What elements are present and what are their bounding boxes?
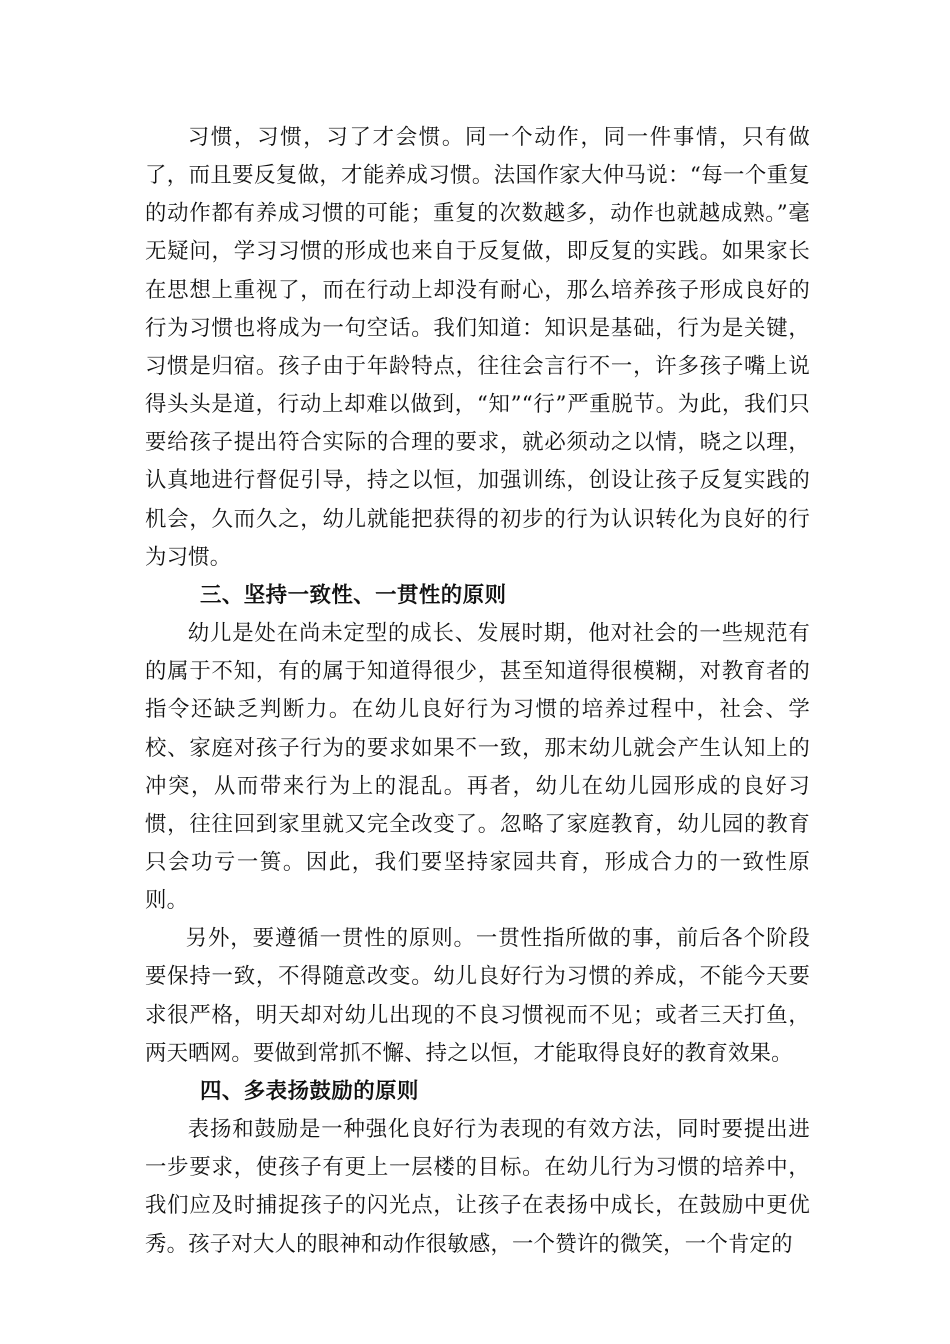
section-heading-praise: 四、多表扬鼓励的原则 <box>200 1078 419 1104</box>
paragraph-consistency: 幼儿是处在尚未定型的成长、发展时期，他对社会的一些规范有的属于不知，有的属于知道得很少，甚至知道得很模糊，对教育者的指令还缺乏判断力。在幼儿良好行为习惯的培养过程中，社会、学校、家庭对孩子行为的要求如果不一致，那末幼儿就会产生认知上的冲突，从而带来行为上的混乱。再者，幼儿在幼儿园形成的良好习惯，往往回到家里就又完全改变了。忽略了家庭教育，幼儿园的教育只会功亏一篑。因此，我们要坚持家园共育，形成合力的一致性原则。 <box>145 621 810 914</box>
section-heading-consistency: 三、坚持一致性、一贯性的原则 <box>200 582 507 608</box>
paragraph-continuity: 另外，要遵循一贯性的原则。一贯性指所做的事，前后各个阶段要保持一致，不得随意改变。幼儿良好行为习惯的养成，不能今天要求很严格，明天却对幼儿出现的不良习惯视而不见；或者三天打鱼，两天晒网。要做到常抓不懈、持之以恒，才能取得良好的教育效果。 <box>145 926 810 1066</box>
paragraph-habit-repetition: 习惯，习惯，习了才会惯。同一个动作，同一件事情，只有做了，而且要反复做，才能养成习惯。法国作家大仲马说：“每一个重复的动作都有养成习惯的可能；重复的次数越多，动作也就越成熟。”毫无疑问，学习习惯的形成也来自于反复做，即反复的实践。如果家长在思想上重视了，而在行动上却没有耐心，那么培养孩子形成良好的行为习惯也将成为一句空话。我们知道：知识是基础，行为是关键，习惯是归宿。孩子由于年龄特点，往往会言行不一，许多孩子嘴上说得头头是道，行动上却难以做到，“知”“行”严重脱节。为此，我们只要给孩子提出符合实际的合理的要求，就必须动之以情，晓之以理，认真地进行督促引导，持之以恒，加强训练，创设让孩子反复实践的机会，久而久之，幼儿就能把获得的初步的行为认识转化为良好的行为习惯。 <box>145 125 810 570</box>
document-page <box>145 119 810 1264</box>
paragraph-praise: 表扬和鼓励是一种强化良好行为表现的有效方法，同时要提出进一步要求，使孩子有更上一层楼的目标。在幼儿行为习惯的培养中，我们应及时捕捉孩子的闪光点，让孩子在表扬中成长，在鼓励中更优秀。孩子对大人的眼神和动作很敏感，一个赞许的微笑，一个肯定的 <box>145 1117 810 1257</box>
